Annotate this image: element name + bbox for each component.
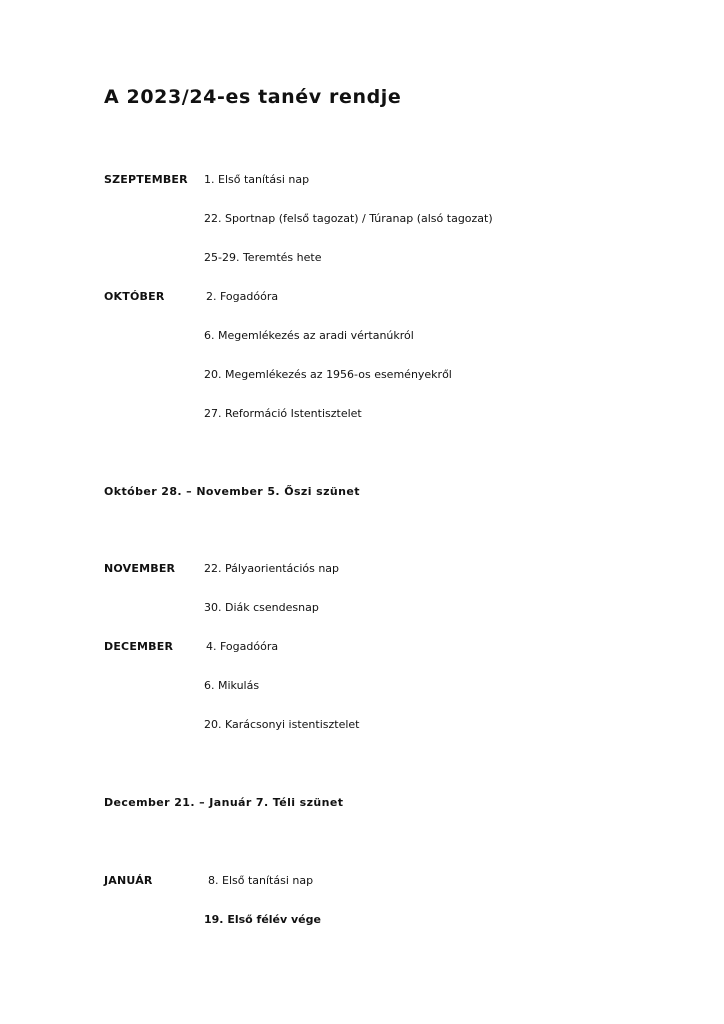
- month-november: NOVEMBER: [104, 562, 176, 575]
- month-oktober: OKTÓBER: [104, 290, 165, 303]
- event-item: 30. Diák csendesnap: [204, 601, 319, 614]
- event-item: 27. Reformáció Istentisztelet: [204, 407, 362, 420]
- event-item: 1. Első tanítási nap: [204, 173, 310, 186]
- event-item: 20. Karácsonyi istentisztelet: [204, 718, 360, 731]
- break-autumn: Október 28. – November 5. Őszi szünet: [104, 485, 360, 498]
- break-winter: December 21. – Január 7. Téli szünet: [104, 796, 344, 809]
- event-item: 20. Megemlékezés az 1956-os eseményekről: [204, 368, 452, 381]
- page-title: A 2023/24-es tanév rendje: [104, 86, 402, 108]
- event-item: 22. Sportnap (felső tagozat) / Túranap (alsó tagozat): [204, 212, 493, 225]
- month-januar: JANUÁR: [104, 874, 153, 887]
- event-item-semester-end: 19. Első félév vége: [204, 913, 321, 926]
- event-item: 22. Pályaorientációs nap: [204, 562, 340, 575]
- event-item: 2. Fogadóóra: [206, 290, 279, 303]
- event-item: 8. Első tanítási nap: [208, 874, 314, 887]
- event-item: 25-29. Teremtés hete: [204, 251, 322, 264]
- event-item: 6. Mikulás: [204, 679, 260, 692]
- event-item: 4. Fogadóóra: [206, 640, 279, 653]
- month-december: DECEMBER: [104, 640, 174, 653]
- event-item: 6. Megemlékezés az aradi vértanúkról: [204, 329, 414, 342]
- month-szeptember: SZEPTEMBER: [104, 173, 188, 186]
